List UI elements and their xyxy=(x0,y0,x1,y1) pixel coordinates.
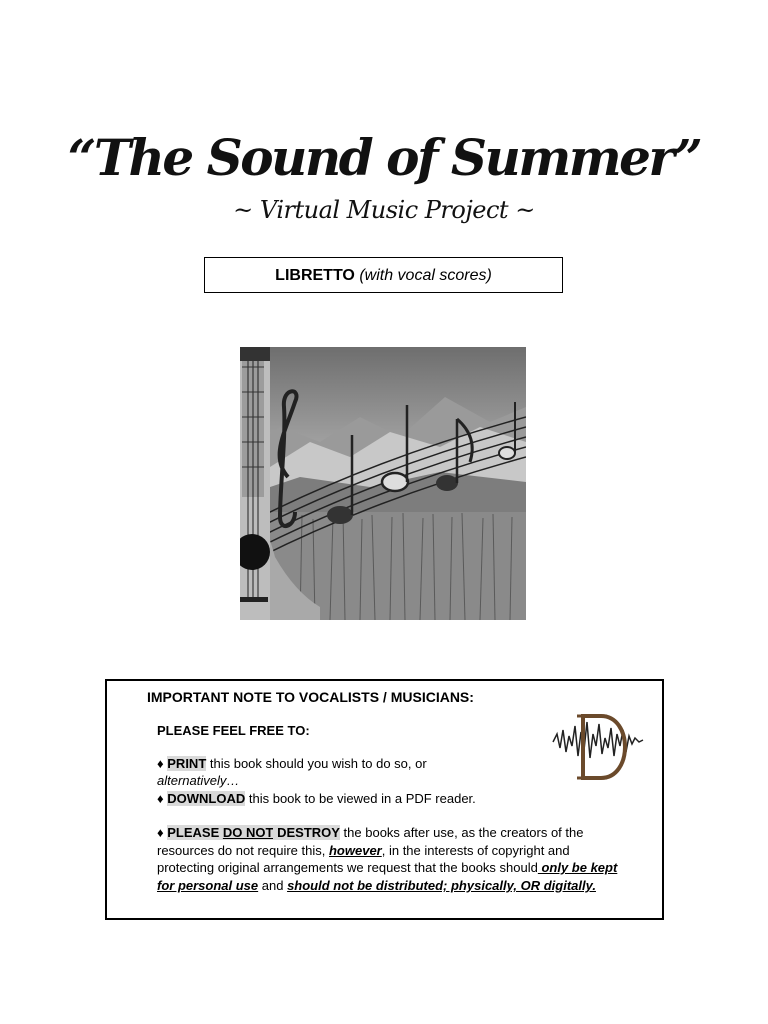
print-word: PRINT xyxy=(167,756,207,771)
and-word: and xyxy=(258,878,288,893)
do-not-word: DO NOT xyxy=(222,825,274,840)
only-kept-a: only be kept xyxy=(537,860,618,875)
alternatively-line xyxy=(157,772,239,789)
libretto-label: LIBRETTO xyxy=(275,267,355,284)
not-distributed-text: should not be distributed; physically, OR digitally. xyxy=(287,878,596,893)
alternatively-text: alternatively… xyxy=(157,773,240,788)
libretto-detail: (with vocal scores) xyxy=(359,267,492,284)
print-text: this book should you wish to do so, or xyxy=(206,756,427,771)
please-word: PLEASE xyxy=(167,825,220,840)
download-word: DOWNLOAD xyxy=(167,791,246,806)
line2-b: , in the interests of copyright and xyxy=(381,843,570,858)
bullet: ♦ xyxy=(157,756,164,771)
document-subtitle: ~ Virtual Music Project ~ xyxy=(233,196,535,224)
waveform-d-logo xyxy=(551,712,645,784)
bullet: ♦ xyxy=(157,825,164,840)
destroy-line-3 xyxy=(157,859,617,876)
destroy-word: DESTROY xyxy=(277,825,340,840)
destroy-line-4 xyxy=(157,877,596,894)
line2-a: resources do not require this, xyxy=(157,843,329,858)
bullet: ♦ xyxy=(157,791,164,806)
line1-rest: the books after use, as the creators of the xyxy=(339,825,584,840)
note-heading: IMPORTANT NOTE TO VOCALISTS / MUSICIANS: xyxy=(147,689,474,705)
download-line xyxy=(157,790,476,807)
document-title: “The Sound of Summer” xyxy=(67,128,701,187)
note-subheading: PLEASE FEEL FREE TO: xyxy=(157,723,310,738)
however-word: however xyxy=(328,843,382,858)
print-line xyxy=(157,755,427,772)
download-text: this book to be viewed in a PDF reader. xyxy=(245,791,476,806)
cover-illustration xyxy=(240,347,526,620)
only-kept-b: for personal use xyxy=(157,878,259,893)
destroy-line-2 xyxy=(157,842,570,859)
libretto-box xyxy=(204,257,563,293)
destroy-line-1 xyxy=(157,824,583,841)
line3-a: protecting original arrangements we request that the books should xyxy=(157,860,538,875)
